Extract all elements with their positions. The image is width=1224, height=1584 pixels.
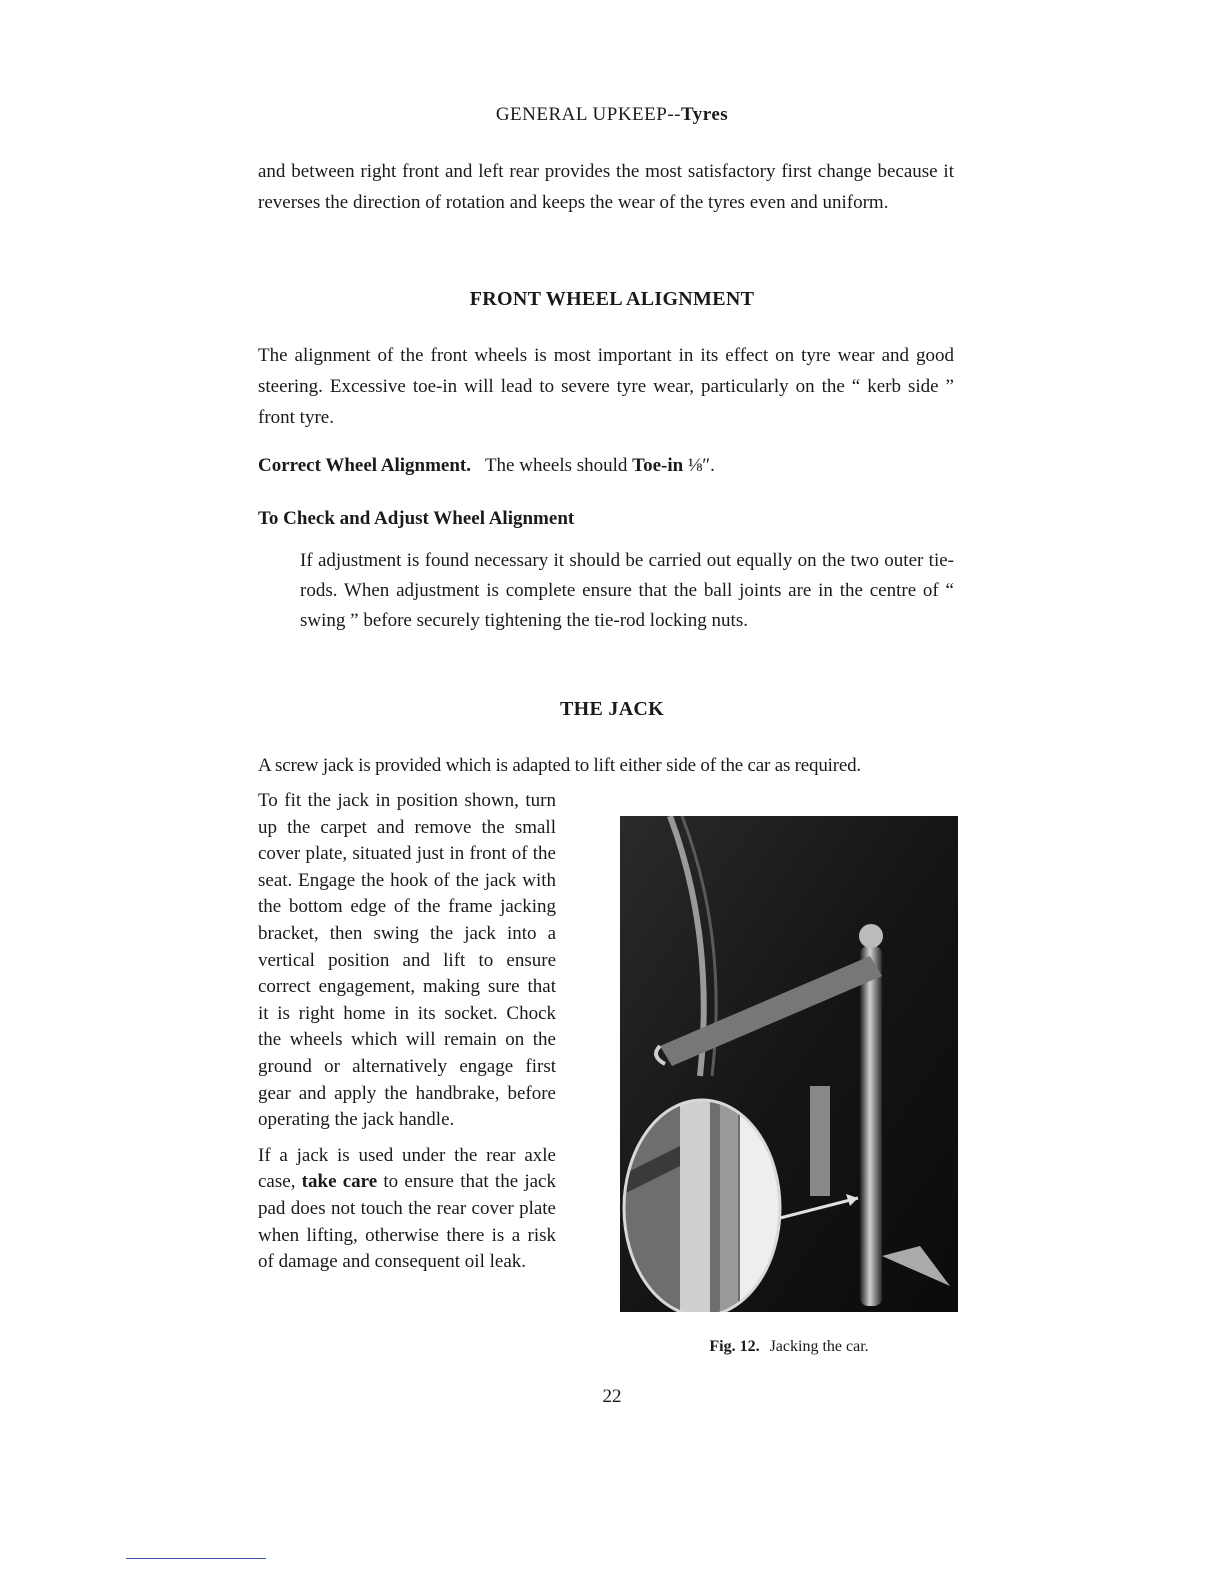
front-wheel-paragraph: The alignment of the front wheels is most important in its effect on tyre wear and good steering. Excessive toe-in will lead to severe tyre wear, particularly on the “ kerb side ” front tyre. [258,345,954,428]
jack-heading: THE JACK [559,698,665,720]
check-adjust-heading: To Check and Adjust Wheel Alignment [258,508,575,529]
check-adjust-paragraph: If adjustment is found necessary it should be carried out equally on the two outer tie-rods. When adjustment is complete ensure that the ball joints are in the centre of “ swing ” before securely tightening the tie-rod locking nuts. [300,550,954,631]
toe-in-value: ⅛″. [687,455,715,476]
running-header [0,104,1224,126]
jack-rear-text-2: to ensure that the jack pad does not touch the rear cover plate when lifting, otherwise there is a risk of damage and consequent oil leak. [258,1171,556,1273]
figure-caption [620,1338,958,1356]
jack-post [860,946,882,1306]
figure-label: Fig. 12. [709,1338,760,1355]
jack-photo [620,816,958,1312]
jack-intro: A screw jack is provided which is adapted to lift either side of the car as required. [258,755,861,776]
jack-rear-paragraph [258,1143,556,1276]
header-section: GENERAL UPKEEP-- [495,104,681,125]
correct-alignment-line [258,455,715,477]
jack-rear-text-1: If a jack is used under the rear axle case, [258,1144,556,1193]
correct-alignment-text: The wheels should [484,455,628,476]
front-wheel-heading: FRONT WHEEL ALIGNMENT [469,288,755,310]
footnote-rule [126,1558,266,1559]
jack-photo-illustration [620,816,958,1312]
jack-text-column [258,788,556,1285]
jack-post-cap [859,924,883,948]
toe-in-label: Toe-in [632,455,684,476]
page-number: 22 [602,1386,622,1407]
jack-bracket [810,1086,830,1196]
correct-alignment-label: Correct Wheel Alignment. [258,455,472,476]
header-topic: Tyres [680,104,729,125]
figure-caption-text: Jacking the car. [769,1338,869,1355]
intro-paragraph: and between right front and left rear provides the most satisfactory first change because it reverses the direction of rotation and keeps the wear of the tyres even and uniform. [258,161,954,213]
jack-fit-paragraph: To fit the jack in position shown, turn up the carpet and remove the small cover plate, situated just in front of the seat. Engage the hook of the jack with the bottom edge of the frame jacking bracket, then swing the jack into a vertical position and lift to ensure correct engagement, making sure that it is right home in its socket. Chock the wheels which will remain on the ground or alternatively engage first gear and apply the handbrake, before operating the jack handle. [258,790,556,1131]
jack-rear-bold: take care [301,1171,378,1193]
